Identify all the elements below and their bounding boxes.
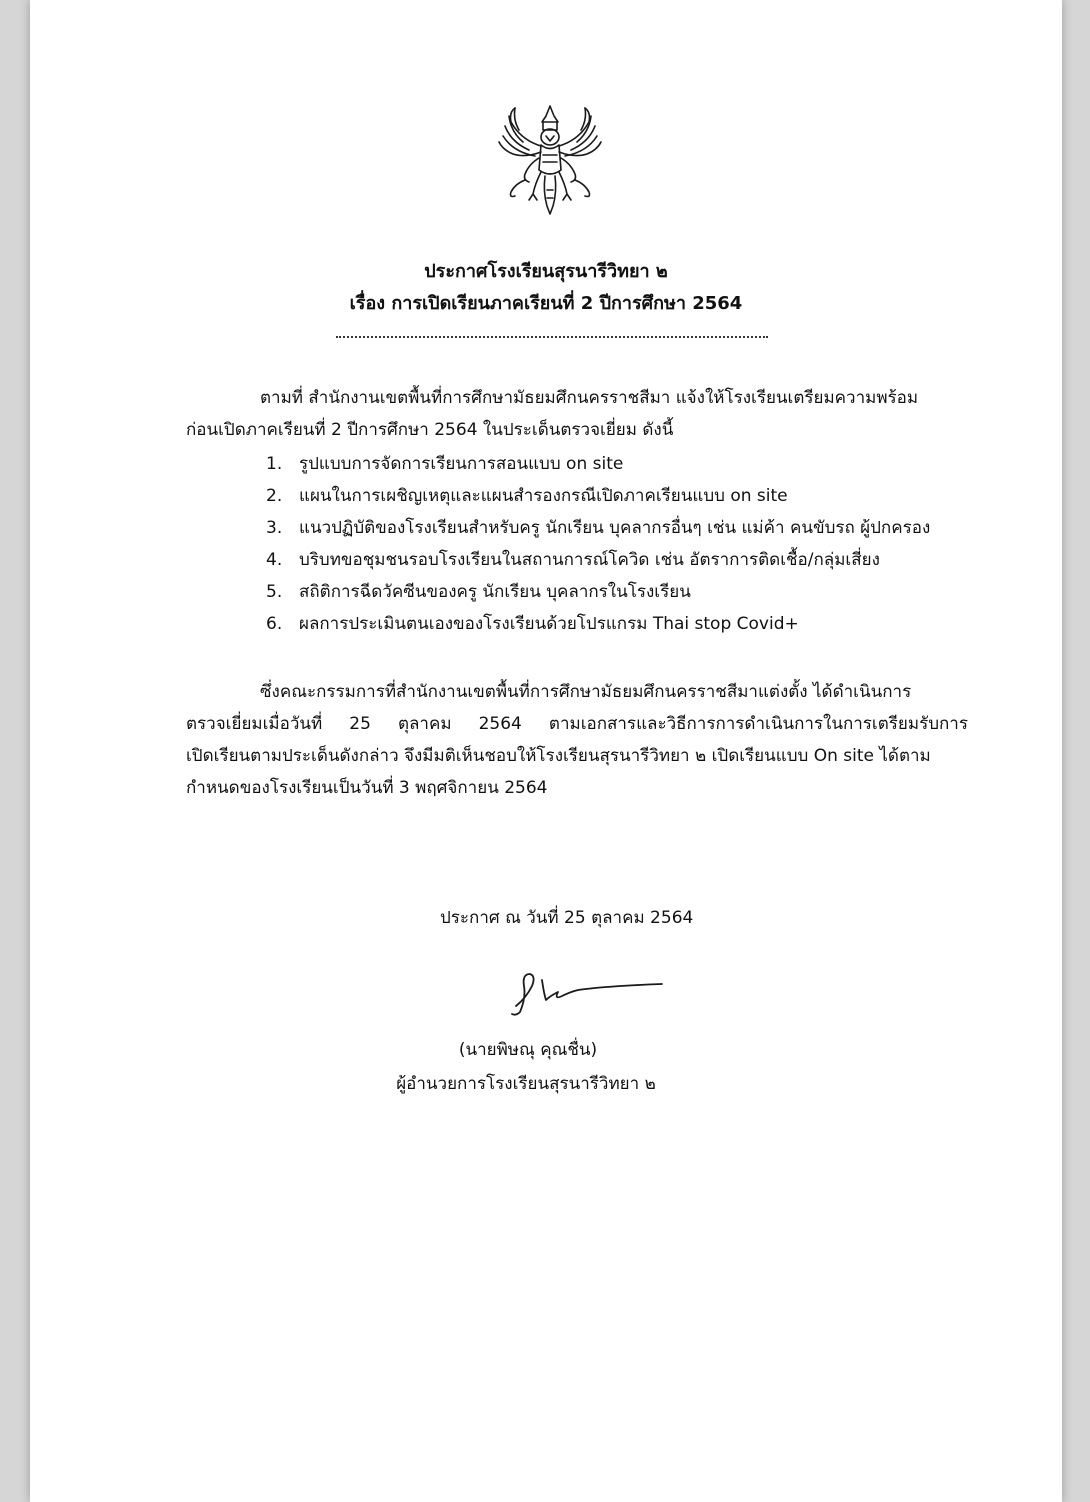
document-subject: เรื่อง การเปิดเรียนภาคเรียนที่ 2 ปีการศึกษา 2564 [349,293,743,314]
item-number: 1. [266,454,283,474]
signer-name: (นายพิษณุ คุณชื่น) [458,1040,598,1060]
item-text: รูปแบบการจัดการเรียนการสอนแบบ on site [299,454,624,474]
item-number: 3. [266,518,283,538]
list-item [266,544,930,576]
item-text: สถิติการฉีดวัคซีนของครู นักเรียน บุคลากรในโรงเรียน [299,582,691,602]
body-word: 25 [349,714,371,734]
intro-paragraph [186,382,966,446]
list-item [266,576,930,608]
item-number: 6. [266,614,283,634]
body-line [186,708,968,740]
list-item [266,608,930,640]
body-line: ซึ่งคณะกรรมการที่สำนักงานเขตพื้นที่การศึกษามัธยมศึกนครราชสีมาแต่งตั้ง ได้ดำเนินการ [260,682,912,702]
item-text: แนวปฏิบัติของโรงเรียนสำหรับครู นักเรียน บุคลากรอื่นๆ เช่น แม่ค้า คนขับรถ ผู้ปกครอง [299,518,931,538]
body-paragraph [186,676,968,804]
item-number: 4. [266,550,283,570]
announcement-date: ประกาศ ณ วันที่ 25 ตุลาคม 2564 [440,908,694,928]
document-title: ประกาศโรงเรียนสุรนารีวิทยา ๒ [424,261,668,282]
body-line: เปิดเรียนตามประเด็นดังกล่าว จึงมีมติเห็นชอบให้โรงเรียนสุรนารีวิทยา ๒ เปิดเรียนแบบ On site ได้ตาม [186,746,931,766]
item-text: ผลการประเมินตนเองของโรงเรียนด้วยโปรแกรม Thai stop Covid+ [299,614,799,634]
intro-line: ตามที่ สำนักงานเขตพื้นที่การศึกษามัธยมศึกนครราชสีมา แจ้งให้โรงเรียนเตรียมความพร้อม [260,388,919,408]
body-word: ตุลาคม [397,714,452,734]
list-item [266,512,930,544]
handwritten-signature [486,966,666,1018]
document-page [30,0,1062,1502]
title-divider [336,336,768,338]
body-word: ตรวจเยี่ยมเมื่อวันที่ [186,714,323,734]
garuda-emblem-icon [485,100,615,218]
body-line: กำหนดของโรงเรียนเป็นวันที่ 3 พฤศจิกายน 2564 [186,778,548,798]
body-word: ตามเอกสารและวิธีการการดำเนินการในการเตรียมรับการ [548,714,968,734]
list-item [266,480,930,512]
item-number: 2. [266,486,283,506]
item-text: บริบทขอชุมชนรอบโรงเรียนในสถานการณ์โควิด เช่น อัตราการติดเชื้อ/กลุ่มเสี่ยง [299,550,880,570]
signer-position: ผู้อำนวยการโรงเรียนสุรนารีวิทยา ๒ [396,1074,656,1094]
list-item [266,448,930,480]
item-number: 5. [266,582,283,602]
body-word: 2564 [478,714,522,734]
inspection-items-list [266,448,930,640]
intro-line: ก่อนเปิดภาคเรียนที่ 2 ปีการศึกษา 2564 ในประเด็นตรวจเยี่ยม ดังนี้ [186,420,674,440]
item-text: แผนในการเผชิญเหตุและแผนสำรองกรณีเปิดภาคเรียนแบบ on site [299,486,788,506]
